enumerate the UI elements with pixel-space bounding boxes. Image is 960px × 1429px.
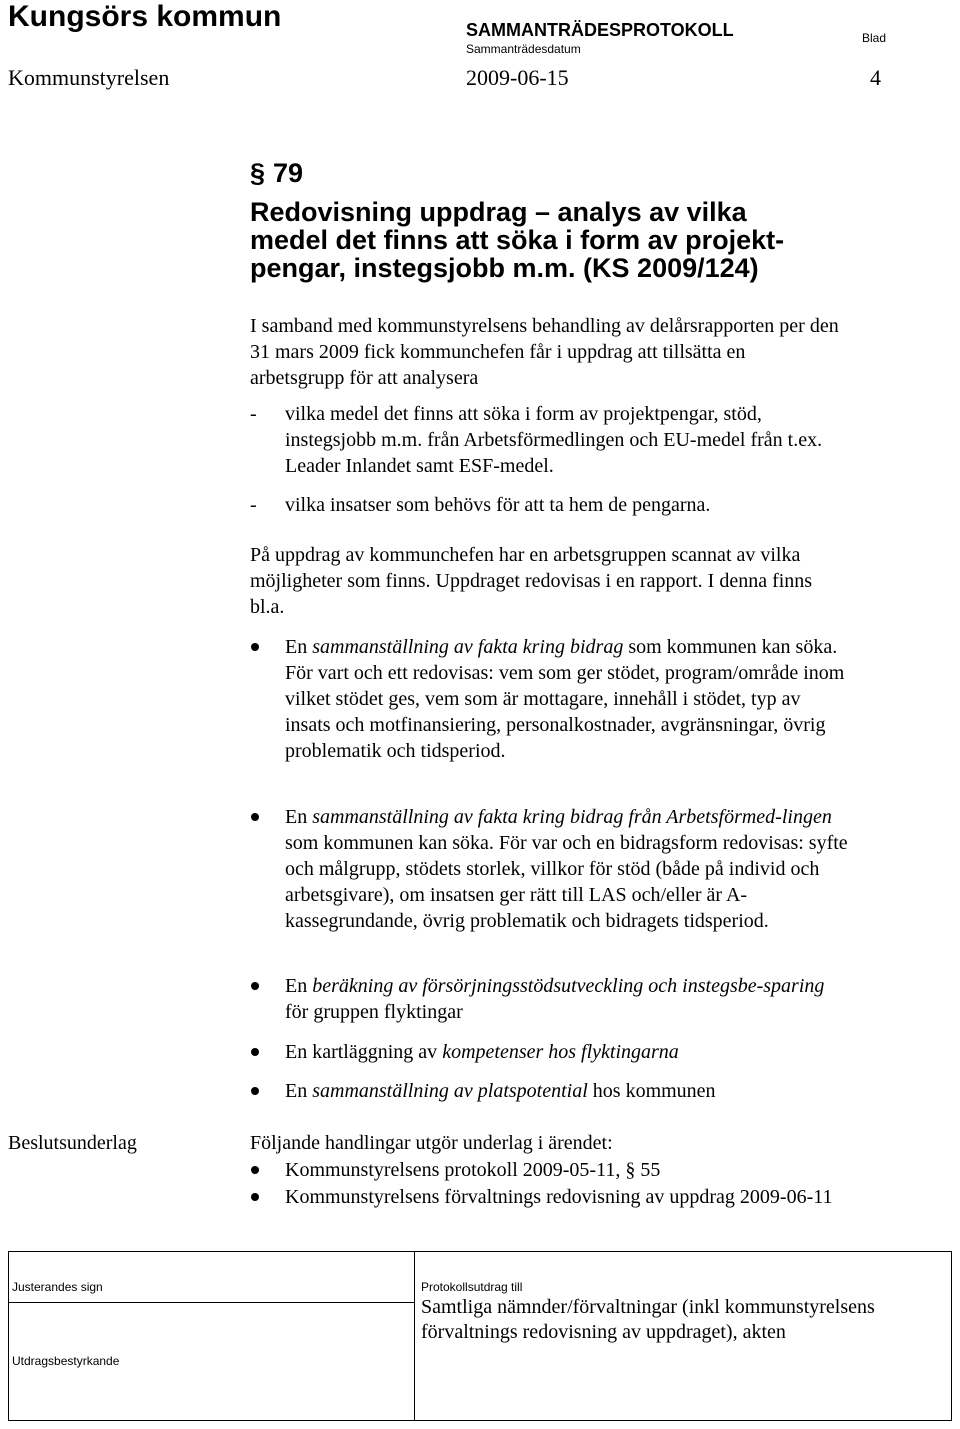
bullet-dot-icon [251, 1048, 259, 1056]
bullet-item [250, 804, 850, 934]
bullet-dot-icon [251, 1166, 259, 1174]
bullet-text: En sammanställning av fakta kring bidrag som kommunen kan söka. För vart och ett redovisas: vem som ger stödet, program/område inom vilket stödet ges, vem som är mottagare, innehåll i stödet, typ av insats och motfinansiering, personalkostnader, avgränsningar, övrig problematik och tidsperiod. [285, 636, 845, 762]
section-number [250, 158, 303, 189]
bullet-text: En kartläggning av kompetenser hos flyktingarna [285, 1041, 679, 1063]
intro-paragraph: I samband med kommunstyrelsens behandling av delårsrapporten per den 31 mars 2009 fick kommunchefen får i uppdrag att tillsätta en arbetsgrupp för att analysera [250, 315, 839, 389]
bullet-emphasis: sammanställning av platspotential [312, 1080, 588, 1102]
bullet-dot-icon [251, 1193, 259, 1201]
dash-marker: - [250, 494, 257, 516]
section-title: Redovisning uppdrag – analys av vilka medel det finns att söka i form av projekt-pengar, instegsjobb m.m. (KS 2009/124) [250, 197, 785, 283]
bullet-text: En beräkning av försörjningsstödsutveckling och instegsbe-sparing för gruppen flyktingar [285, 975, 825, 1023]
adjuster-sign-label: Justerandes sign [12, 1280, 103, 1294]
bullet-text: En sammanställning av fakta kring bidrag från Arbetsförmed-lingen som kommunen kan söka. För var och en bidragsform redovisas: syfte och målgrupp, stödets storlek, villkor för stöd (både på individ och arbetsgivare), om insatsen ger rätt till LAS och/eller är A-kassegrundande, övrig problematik och bidragets tidsperiod. [285, 806, 848, 932]
page-number: 4 [870, 65, 881, 90]
committee-name: Kommunstyrelsen [8, 65, 170, 90]
bullet-dot-icon [251, 813, 259, 821]
bullet-emphasis: kompetenser hos flyktingarna [442, 1041, 679, 1063]
document-type: SAMMANTRÄDESPROTOKOLL [466, 20, 734, 40]
decision-basis-intro: Följande handlingar utgör underlag i ärendet: [250, 1132, 613, 1154]
bullet-dot-icon [251, 982, 259, 990]
dash-list-item [250, 401, 850, 479]
bullet-emphasis: sammanställning av fakta kring bidrag från Arbetsförmed-lingen [312, 806, 832, 828]
bullet-text: En sammanställning av platspotential hos kommunen [285, 1080, 716, 1102]
dash-marker: - [250, 403, 257, 425]
result-paragraph: På uppdrag av kommunchefen har en arbetsgruppen scannat av vilka möjligheter som finns. Uppdraget redovisas i en rapport. I denna finns bl.a. [250, 544, 813, 618]
section-number-value: 79 [273, 158, 304, 188]
paragraph-sign: § [250, 158, 266, 188]
extract-to-value: Samtliga nämnder/förvaltningar (inkl kommunstyrelsens förvaltnings redovisning av uppdraget), akten [421, 1296, 875, 1343]
meeting-date-label: Sammanträdesdatum [466, 42, 581, 56]
document-text: Kommunstyrelsens protokoll 2009-05-11, § 55 [285, 1159, 661, 1181]
extract-to-label: Protokollsutdrag till [421, 1280, 523, 1294]
meeting-date: 2009-06-15 [466, 65, 569, 90]
bullet-dot-icon [251, 1087, 259, 1095]
bullet-item [250, 634, 850, 764]
bullet-item [250, 1078, 850, 1104]
bullet-emphasis: beräkning av försörjningsstödsutveckling och instegsbe-sparing [312, 975, 825, 997]
dash-item-text: vilka insatser som behövs för att ta hem de pengarna. [285, 494, 711, 516]
org-name: Kungsörs kommun [8, 0, 282, 33]
document-text: Kommunstyrelsens förvaltnings redovisning av uppdrag 2009-06-11 [285, 1186, 833, 1208]
footer-signature-table [8, 1251, 952, 1421]
bullet-item [250, 1039, 850, 1065]
bullet-item [250, 973, 850, 1025]
dash-list-item [250, 492, 850, 518]
decision-basis-label: Beslutsunderlag [8, 1132, 137, 1154]
bullet-dot-icon [251, 643, 259, 651]
bullet-emphasis: sammanställning av fakta kring bidrag [312, 636, 624, 658]
certified-by-label: Utdragsbestyrkande [12, 1354, 120, 1368]
dash-item-text: vilka medel det finns att söka i form av projektpengar, stöd, instegsjobb m.m. från Arbetsförmedlingen och EU-medel från t.ex. Leader Inlandet samt ESF-medel. [285, 403, 823, 477]
footer-divider [414, 1252, 415, 1420]
paragraph-sign: § [625, 1159, 636, 1181]
decision-document-item [250, 1184, 850, 1210]
footer-divider [9, 1302, 414, 1303]
page-label: Blad [862, 31, 887, 45]
decision-document-item [250, 1157, 850, 1183]
